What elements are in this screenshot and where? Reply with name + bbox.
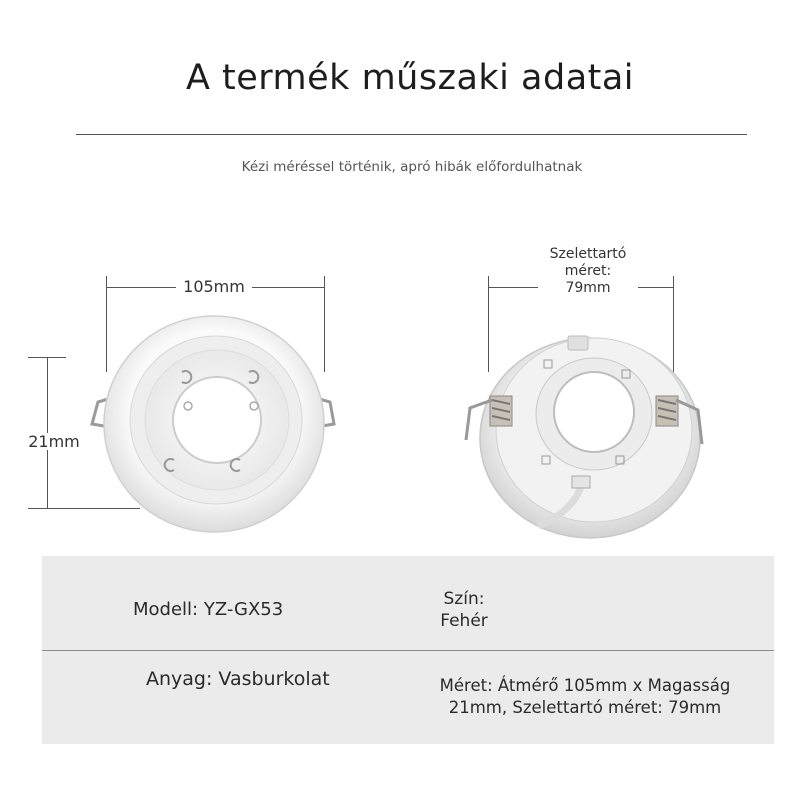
- spec-color-value: Fehér: [440, 611, 488, 631]
- spec-size-line2: 21mm, Szelettartó méret: 79mm: [448, 698, 722, 717]
- spec-row-divider: [42, 650, 774, 651]
- holder-label-line1: Szelettartó: [549, 246, 627, 262]
- spec-material: Anyag: Vasburkolat: [146, 668, 330, 690]
- measurement-note: Kézi méréssel történik, apró hibák előfordulhatnak: [241, 159, 583, 175]
- gx53-fixture-front: [84, 310, 344, 540]
- spec-size: [410, 675, 760, 719]
- title-divider: [76, 134, 747, 135]
- holder-label-line3: 79mm: [565, 280, 611, 296]
- spec-size-line1: Méret: Átmérő 105mm x Magasság: [439, 676, 731, 695]
- page-title: A termék műszaki adatai: [185, 58, 635, 98]
- diameter-label: 105mm: [176, 278, 252, 295]
- spec-color: [434, 588, 494, 632]
- spec-color-label: Szín:: [443, 589, 485, 609]
- spec-table: [42, 556, 774, 744]
- spec-model: Modell: YZ-GX53: [133, 599, 284, 620]
- holder-label: [538, 246, 638, 297]
- height-label: 21mm: [22, 433, 86, 450]
- holder-label-line2: méret:: [564, 263, 612, 279]
- gx53-fixture-back: [462, 330, 712, 550]
